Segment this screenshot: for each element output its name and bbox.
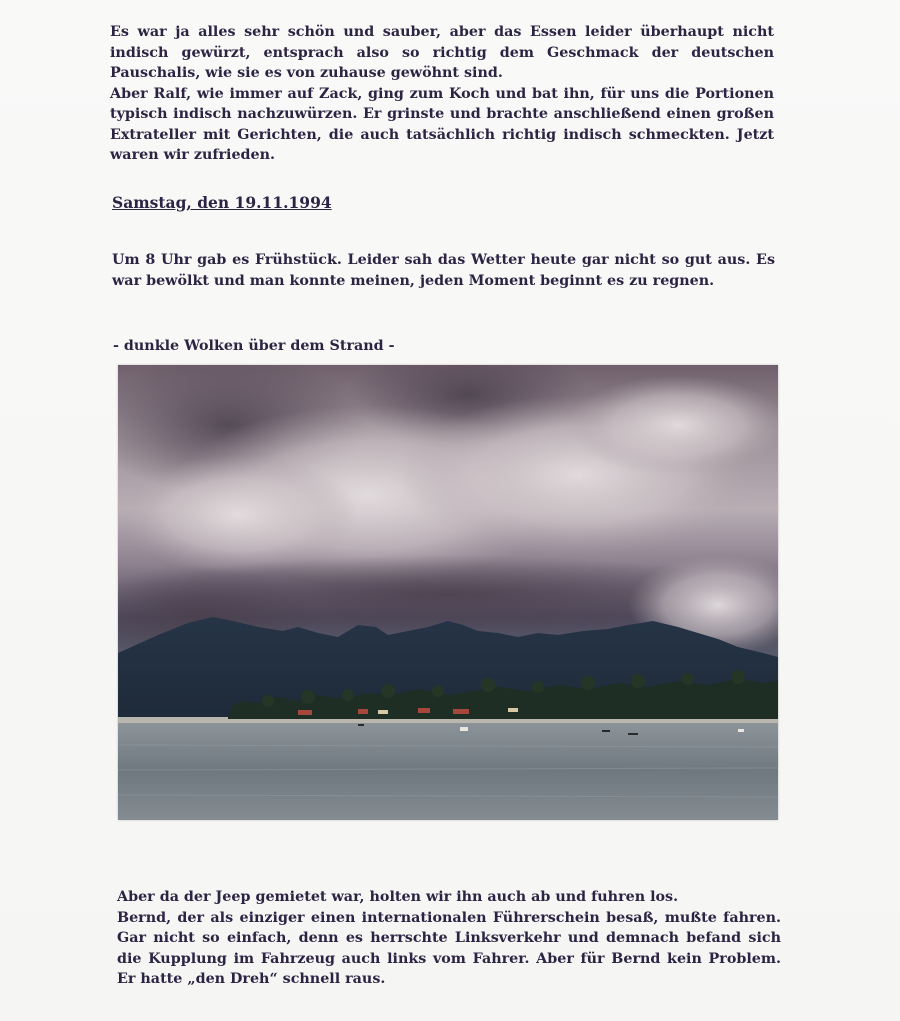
paragraph-breakfast: Um 8 Uhr gab es Frühstück. Leider sah das Wetter heute gar nicht so gut aus. Es war bewölkt und man konnte meinen, jeden Moment beginnt es zu regnen. xyxy=(112,252,775,289)
paragraph-jeep xyxy=(117,887,781,990)
paragraph-dinner xyxy=(110,22,774,166)
paragraph-dinner-text-2: Aber Ralf, wie immer auf Zack, ging zum Koch und bat ihn, für uns die Portionen typisch indisch nachzuwürzen. Er grinste und brachte anschließend einen großen Extrateller mit Gerichten, die auch tatsächlich richtig indisch schmeckten. Jetzt waren wir zufrieden. xyxy=(110,85,774,163)
beach-photo xyxy=(118,365,778,820)
paragraph-jeep-text-2: Bernd, der als einziger einen internationalen Führerschein besaß, mußte fahren. Gar nicht so einfach, denn es herrschte Linksverkehr und demnach befand sich die Kupplung im Fahrzeug auch links vom Fahrer. Aber für Bernd kein Problem. Er hatte „den Dreh“ schnell raus. xyxy=(117,909,781,987)
date-heading: Samstag, den 19.11.1994 xyxy=(112,193,332,212)
paragraph-dinner-text: Es war ja alles sehr schön und sauber, aber das Essen leider überhaupt nicht indisch gewürzt, entsprach also so richtig dem Geschmack der deutschen Pauschalis, wie sie es von zuhause gewöhnt sind. xyxy=(110,24,774,81)
beach-photo-image xyxy=(118,365,778,820)
paragraph-jeep-text-1: Aber da der Jeep gemietet war, holten wir ihn auch ab und fuhren los. xyxy=(117,889,679,905)
photo-caption: - dunkle Wolken über dem Strand - xyxy=(113,338,395,354)
